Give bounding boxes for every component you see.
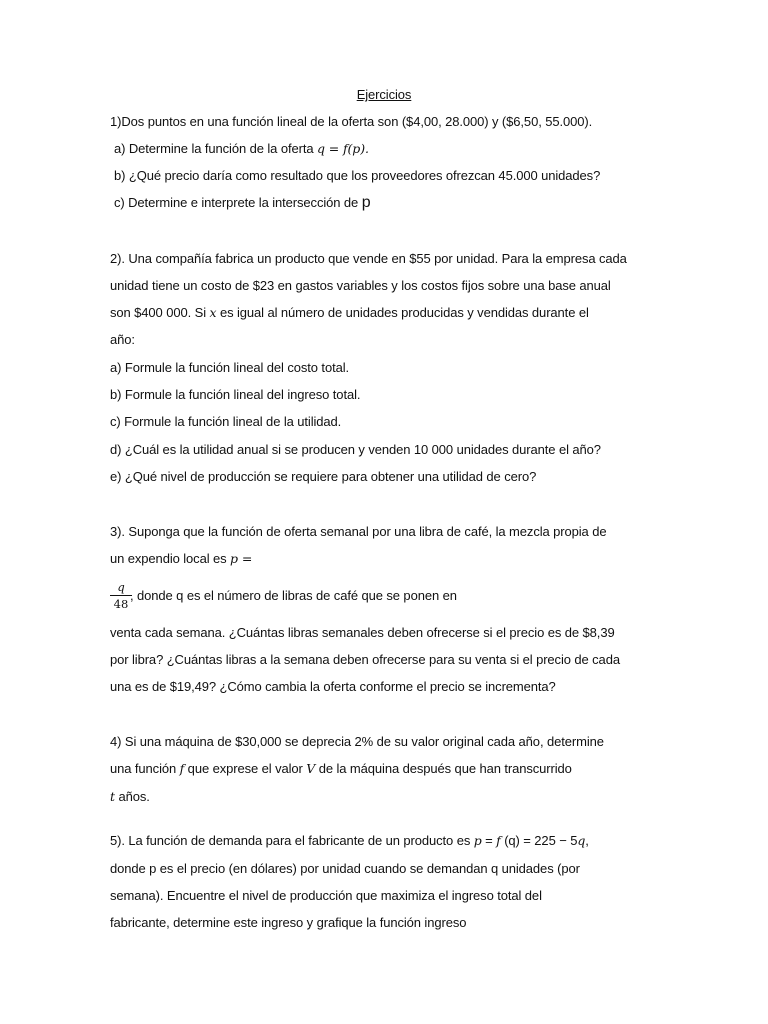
exercise-1-item-c [114,195,371,211]
exercise-2-line-1: 2). Una compañía fabrica un producto que vende en $55 por unidad. Para la empresa cada [110,251,627,266]
fraction-denominator: 48 [113,597,129,611]
exercise-1-item-c-var: p [361,194,371,211]
exercise-5-line-1-text-c: (q) = 225 − 5 [500,833,578,848]
exercise-5-var-q: q [577,833,586,848]
exercise-2-line-4: año: [110,332,135,347]
exercise-2-line-3 [110,305,589,321]
exercise-4-line-2 [110,761,572,777]
exercise-3-line-6: una es de $19,49? ¿Cómo cambia la oferta conforme el precio se incrementa? [110,679,556,694]
exercise-5-line-1-text-a: 5). La función de demanda para el fabricante de un producto es [110,833,474,848]
exercise-2-line-2: unidad tiene un costo de $23 en gastos variables y los costos fijos sobre una base anual [110,278,611,293]
exercise-3-line-1: 3). Suponga que la función de oferta semanal por una libra de café, la mezcla propia de [110,524,607,539]
exercise-3-line-3: , donde q es el número de libras de café que se ponen en [130,588,457,603]
exercise-2-item-a: a) Formule la función lineal del costo total. [110,360,350,375]
exercise-1-statement: 1)Dos puntos en una función lineal de la oferta son ($4,00, 28.000) y ($6,50, 55.000). [110,114,593,129]
fraction-numerator: q [117,580,125,594]
exercise-3-formula-p: p = [230,551,253,566]
exercise-3-line-4: venta cada semana. ¿Cuántas libras semanales deben ofrecerse si el precio es de $8,39 [110,625,615,640]
exercise-5-line-1 [110,833,589,849]
exercise-2-item-b: b) Formule la función lineal del ingreso total. [110,387,361,402]
exercise-4-var-v: V [306,761,316,776]
exercise-1-item-c-text: c) Determine e interprete la intersección de [114,195,362,210]
exercise-2-var-x: x [209,305,217,320]
exercise-5-equals: = [481,833,497,848]
exercise-4-line-3 [110,789,150,805]
exercise-5-comma: , [585,833,589,848]
exercise-5-line-2: donde p es el precio (en dólares) por unidad cuando se demandan q unidades (por [110,861,580,876]
exercise-4-line-2-text-a: una función [110,761,180,776]
exercise-4-var-f: f [179,761,185,776]
exercise-3-fraction [110,580,132,611]
exercise-3-line-2-text: un expendio local es [110,551,231,566]
exercise-4-line-1: 4) Si una máquina de $30,000 se deprecia 2% de su valor original cada año, determine [110,734,604,749]
exercise-5-line-4: fabricante, determine este ingreso y grafique la función ingreso [110,915,467,930]
exercise-5-var-f: f [496,833,501,848]
exercise-2-line-3-text-a: son $400 000. Si [110,305,210,320]
exercise-1-item-a-formula: q = f(p). [316,141,369,156]
exercise-4-line-3-text: años. [114,789,150,804]
exercise-4-line-2-text-b: que exprese el valor [184,761,307,776]
exercise-5-line-3: semana). Encuentre el nivel de producción que maximiza el ingreso total del [110,888,542,903]
exercise-1-item-b: b) ¿Qué precio daría como resultado que los proveedores ofrezcan 45.000 unidades? [114,168,601,183]
exercise-5-var-p: p [473,833,482,848]
exercise-4-var-t: t [110,789,115,804]
page-title: Ejercicios [356,87,412,102]
exercise-2-item-d: d) ¿Cuál es la utilidad anual si se producen y venden 10 000 unidades durante el año? [110,442,601,457]
exercise-2-item-e: e) ¿Qué nivel de producción se requiere para obtener una utilidad de cero? [110,469,537,484]
exercise-3-line-5: por libra? ¿Cuántas libras a la semana deben ofrecerse para su venta si el precio de cada [110,652,620,667]
exercise-2-line-3-text-b: es igual al número de unidades producidas y vendidas durante el [216,305,589,320]
exercise-3-line-2 [110,551,252,567]
exercise-1-item-a-text: a) Determine la función de la oferta [114,141,317,156]
exercise-4-line-2-text-c: de la máquina después que han transcurrido [315,761,572,776]
exercise-1-item-a [114,141,369,157]
exercise-2-item-c: c) Formule la función lineal de la utilidad. [110,414,342,429]
fraction-bar [110,595,132,596]
